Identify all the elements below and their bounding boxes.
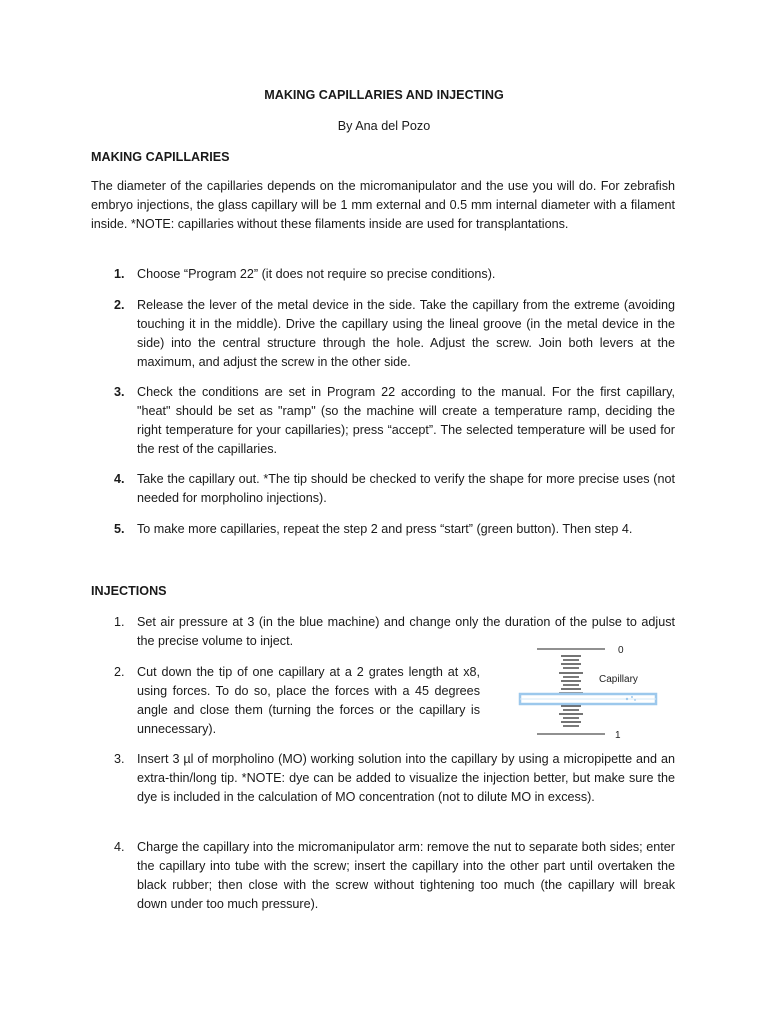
list-item-text: Charge the capillary into the micromanipulator arm: remove the nut to separate both sides; enter the capillary into tube with the screw; insert the capillary into the other part until overtaken the black rubber; then close with the screw without tightening too much (the capillary will break down under too much pressure). bbox=[137, 840, 675, 911]
list-item-number: 3. bbox=[114, 385, 125, 399]
document-title: MAKING CAPILLARIES AND INJECTING bbox=[264, 88, 504, 102]
list-item-number: 5. bbox=[114, 522, 125, 536]
list-item-text: Cut down the tip of one capillary at a 2 grates length at x8, using forces. To do so, place the forces with a 45 degrees angle and close them (turning the forces or the capillary is unnecessary). bbox=[137, 665, 480, 736]
list-item bbox=[91, 470, 675, 508]
list-item-text: To make more capillaries, repeat the step 2 and press “start” (green button). Then step 4. bbox=[137, 522, 633, 536]
list-item-number: 1. bbox=[114, 615, 125, 629]
list-item bbox=[91, 383, 675, 459]
section-heading-making-capillaries: MAKING CAPILLARIES bbox=[91, 150, 230, 164]
figure-label-zero: 0 bbox=[618, 645, 624, 656]
document-author: By Ana del Pozo bbox=[337, 119, 431, 133]
list-item bbox=[91, 750, 675, 807]
list-item bbox=[91, 265, 675, 284]
list-item-text: Release the lever of the metal device in the side. Take the capillary from the extreme (avoiding touching it in the middle). Drive the capillary using the lineal groove (in the metal device in the side) into the central structure through the hole. Adjust the screw. Join both levers at the maximum, and adjust the screw in the other side. bbox=[137, 298, 675, 369]
list-item-text: Insert 3 µl of morpholino (MO) working solution into the capillary by using a micropipette and an extra-thin/long tip. *NOTE: dye can be added to visualize the injection better, but make sure the dye is included in the calculation of MO concentration (not to dilute MO in excess). bbox=[137, 752, 675, 804]
list-item bbox=[91, 520, 675, 539]
list-item-text: Take the capillary out. *The tip should be checked to verify the shape for more precise uses (not needed for morpholino injections). bbox=[137, 472, 675, 505]
figure-label-one: 1 bbox=[615, 730, 621, 740]
list-item-number: 4. bbox=[114, 840, 125, 854]
list-item bbox=[91, 838, 675, 914]
list-item-number: 2. bbox=[114, 665, 125, 679]
graduation-ticks bbox=[559, 656, 583, 726]
list-item-text: Choose “Program 22” (it does not require so precise conditions). bbox=[137, 267, 496, 281]
capillary-graduation-figure bbox=[515, 640, 665, 740]
section-intro-paragraph: The diameter of the capillaries depends on the micromanipulator and the use you will do. For zebrafish embryo injections, the glass capillary will be 1 mm external and 0.5 mm internal diameter with a filament inside. *NOTE: capillaries without these filaments inside are used for transplantations. bbox=[91, 179, 675, 231]
list-item-number: 1. bbox=[114, 267, 125, 281]
list-item-text: Set air pressure at 3 (in the blue machine) and change only the duration of the pulse to adjust the precise volume to inject. bbox=[137, 615, 675, 648]
list-item bbox=[91, 296, 675, 372]
list-item-number: 4. bbox=[114, 472, 125, 486]
list-item-number: 3. bbox=[114, 752, 125, 766]
figure-label-capillary: Capillary bbox=[599, 674, 638, 685]
section-heading-injections: INJECTIONS bbox=[91, 584, 167, 598]
list-item-text: Check the conditions are set in Program 22 according to the manual. For the first capillary, "heat" should be set as "ramp" (so the machine will create a temperature ramp, deciding the right temperature for your capillaries); press “accept”. The selected temperature will be used for the rest of the capillaries. bbox=[137, 385, 675, 456]
list-item-number: 2. bbox=[114, 298, 125, 312]
